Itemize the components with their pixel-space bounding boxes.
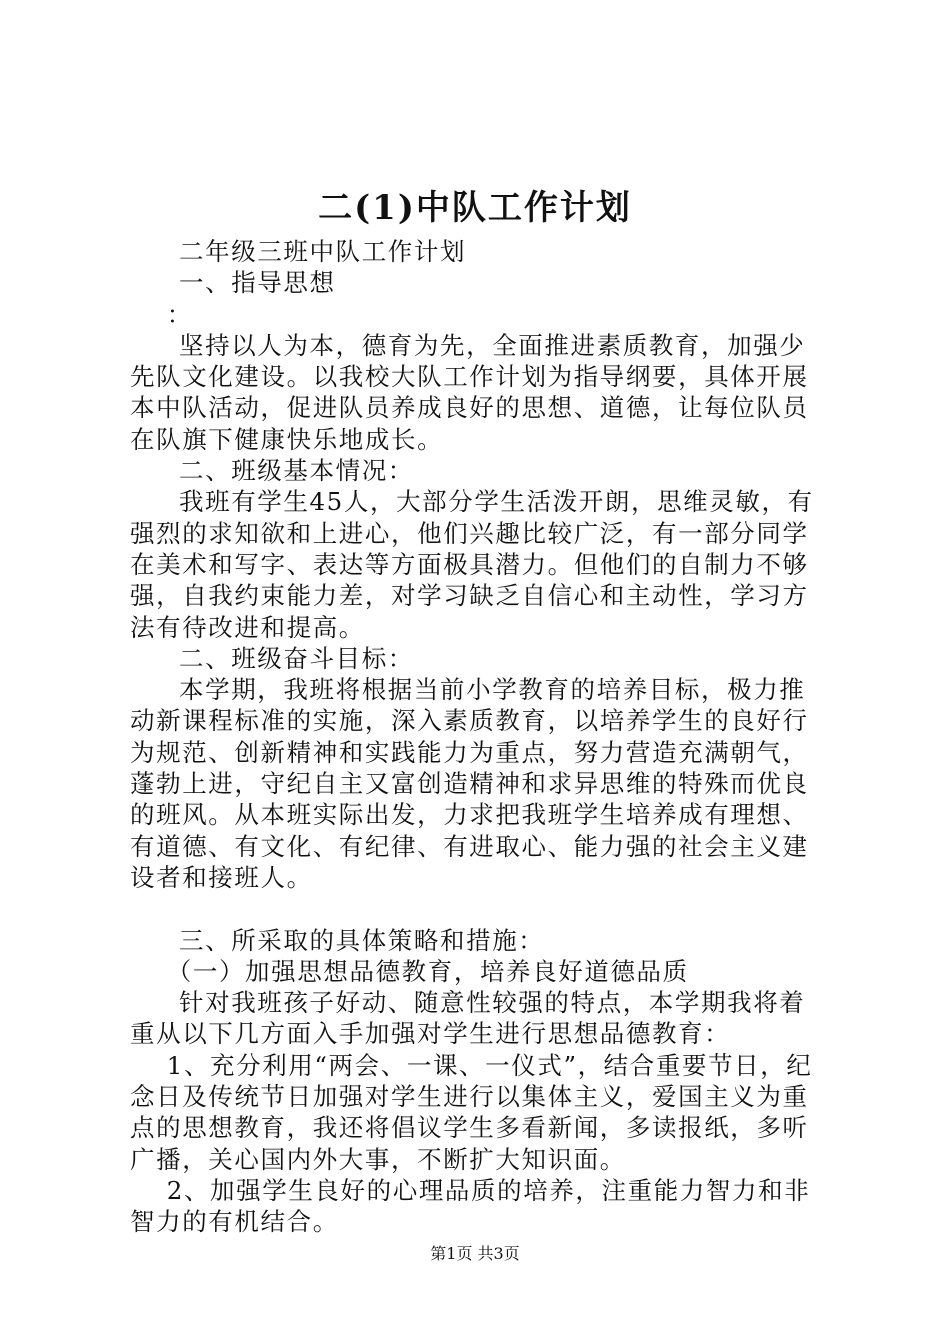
moral-education-intro-paragraph: 针对我班孩子好动、随意性较强的特点，本学期我将着重从以下几方面入手加强对学生进行思想品德教育： [130, 988, 806, 1049]
document-title: 二(1)中队工作计划 [318, 188, 632, 228]
section-heading-strategies: 三、所采取的具体策略和措施： [179, 925, 545, 955]
section-heading-class-situation: 二、班级基本情况： [179, 456, 414, 486]
section-heading-class-goals: 二、班级奋斗目标： [179, 643, 414, 673]
colon-line: ： [166, 299, 193, 329]
subsection-heading-moral-education: （一）加强思想品德教育，培养良好道德品质 [166, 956, 689, 986]
document-body [130, 236, 830, 1238]
strategy-item-1: 1、充分利用“两会、一课、一仪式”，结合重要节日，纪念日及传统节日加强对学生进行以集体主义，爱国主义为重点的思想教育，我还将倡议学生多看新闻，多读报纸，多听广播，关心国内外大事，不断扩大知识面。 [130, 1050, 813, 1174]
class-goals-paragraph: 本学期，我班将根据当前小学教育的培养目标，极力推动新课程标准的实施，深入素质教育，以培养学生的良好行为规范、创新精神和实践能力为重点，努力营造充满朝气，蓬勃上进，守纪自主又富创造精神和求异思维的特殊而优良的班风。从本班实际出发，力求把我班学生培养成有理想、有道德、有文化、有纪律、有进取心、能力强的社会主义建设者和接班人。 [130, 675, 809, 892]
guiding-thought-paragraph: 坚持以人为本，德育为先，全面推进素质教育，加强少先队文化建设。以我校大队工作计划为指导纲要，具体开展本中队活动，促进队员养成良好的思想、道德，让每位队员在队旗下健康快乐地成长。 [130, 330, 809, 454]
strategy-item-2: 2、加强学生良好的心理品质的培养，注重能力智力和非智力的有机结合。 [130, 1175, 811, 1237]
class-situation-paragraph: 我班有学生45人，大部分学生活泼开朗，思维灵敏，有强烈的求知欲和上进心，他们兴趣比较广泛，有一部分同学在美术和写字、表达等方面极具潜力。但他们的自制力不够强，自我约束能力差，对学习缺乏自信心和主动性，学习方法有待改进和提高。 [130, 487, 814, 642]
subtitle-paragraph: 二年级三班中队工作计划 [179, 237, 467, 266]
page-number-footer: 第1页 共3页 [430, 1244, 520, 1263]
section-heading-guiding-thought: 一、指导思想 [179, 268, 336, 298]
blank-line [130, 893, 830, 924]
